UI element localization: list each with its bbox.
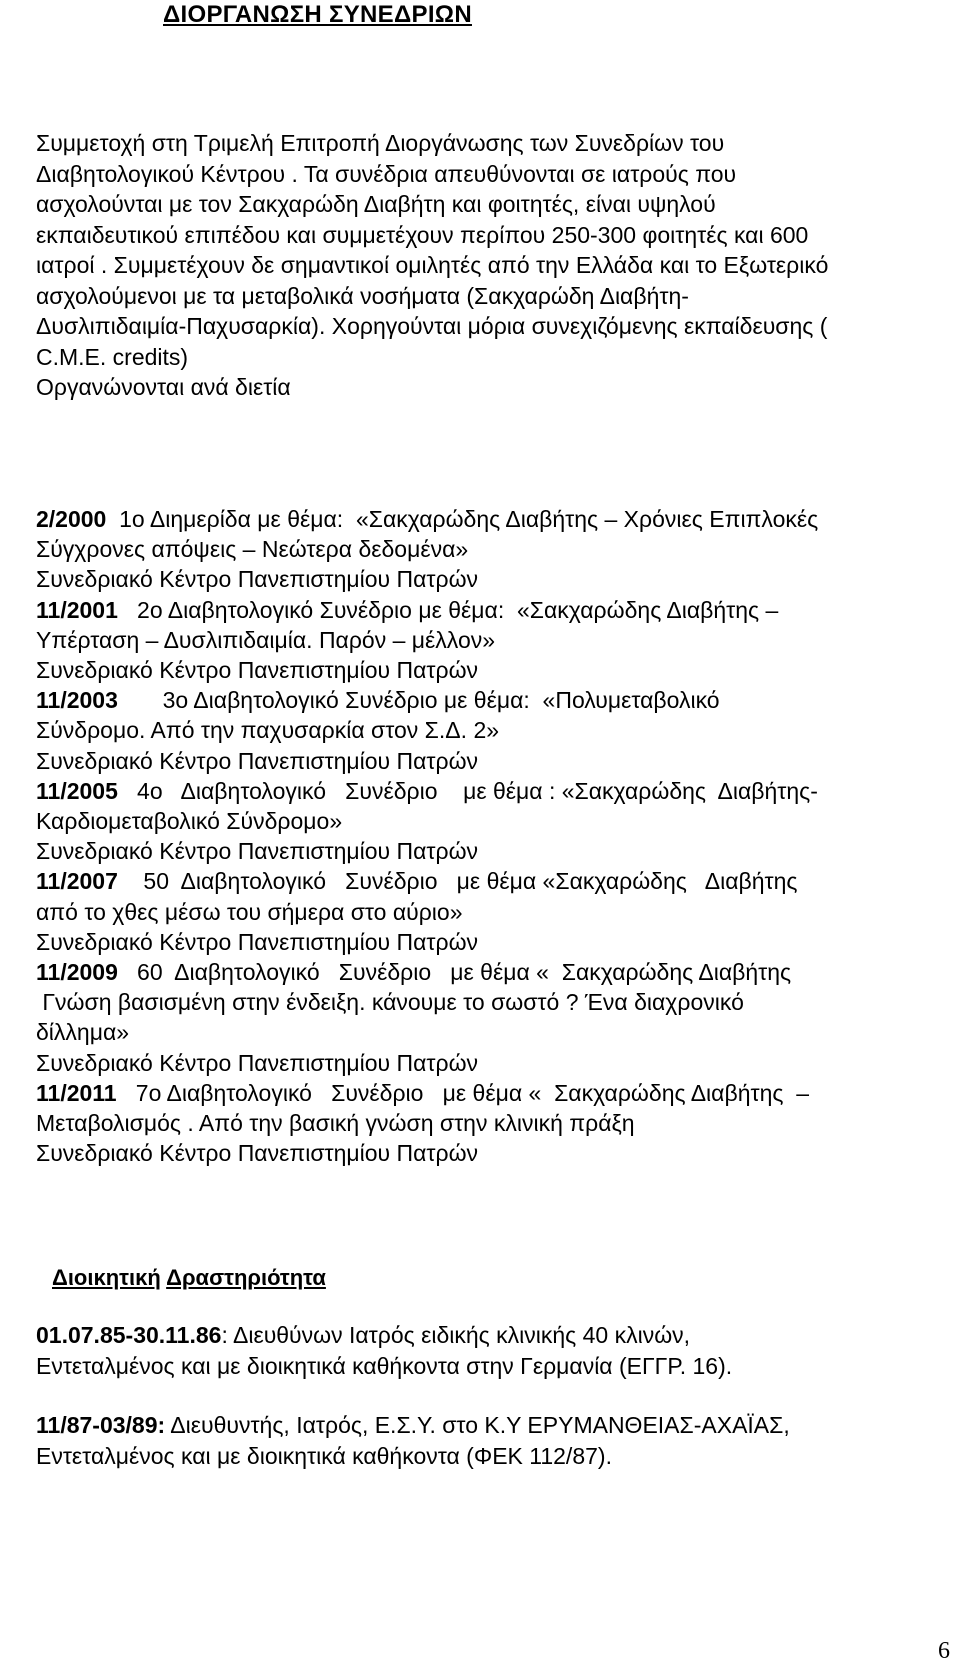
conference-date: 11/2001 <box>36 596 118 623</box>
conference-title: 3ο Διαβητολογικό Συνέδριο με θέμα: «Πολυμεταβολικό <box>117 687 720 714</box>
conference-date: 11/2005 <box>36 777 118 804</box>
intro-line: C.M.E. credits) <box>36 343 189 370</box>
conference-title: 50 Διαβητολογικό Συνέδριο με θέμα «Σακχαρώδης Διαβήτης <box>117 868 798 895</box>
admin-entry-text: : Διευθύνων Ιατρός ειδικής κλινικής 40 κλινών, <box>221 1322 691 1348</box>
admin-entry-text: Διευθυντής, Ιατρός, Ε.Σ.Υ. στο Κ.Υ ΕΡΥΜΑΝΘΕΙΑΣ-ΑΧΑΪΑΣ, <box>165 1412 790 1438</box>
conference-date: 11/2003 <box>36 687 118 714</box>
intro-line: Συμμετοχή στη Τριμελή Επιτροπή Διοργάνωσης των Συνεδρίων του <box>36 130 725 156</box>
admin-heading <box>52 1263 326 1293</box>
intro-line: Δυσλιπιδαιμία-Παχυσαρκία). Χορηγούνται μόρια συνεχιζόμενης εκπαίδευσης ( <box>36 313 828 339</box>
conference-title-cont: Καρδιομεταβολικό Σύνδρομο» <box>36 808 343 835</box>
conference-item <box>36 776 926 867</box>
conference-item <box>36 504 926 595</box>
conference-venue: Συνεδριακό Κέντρο Πανεπιστημίου Πατρών <box>36 657 479 684</box>
admin-entry-date: 01.07.85-30.11.86 <box>36 1322 222 1348</box>
conference-list <box>36 504 926 1168</box>
intro-line: Διαβητολογικού Κέντρου . Τα συνέδρια απευθύνονται σε ιατρούς που <box>36 160 737 187</box>
conference-date: 11/2009 <box>36 959 118 986</box>
admin-entry-text-cont: Εντεταλμένος και με διοικητικά καθήκοντα (ΦΕΚ 112/87). <box>36 1442 612 1469</box>
conference-title-cont: από το χθες μέσω του σήμερα στο αύριο» <box>36 898 463 925</box>
admin-heading-part2: Δραστηριότητα <box>166 1265 326 1290</box>
admin-heading-part1: Διοικητική <box>52 1265 161 1290</box>
conference-venue: Συνεδριακό Κέντρο Πανεπιστημίου Πατρών <box>36 1049 479 1076</box>
conference-title-cont: Σύνδρομο. Από την παχυσαρκία στον Σ.Δ. 2» <box>36 717 500 744</box>
conference-item <box>36 957 926 1078</box>
conference-title: 60 Διαβητολογικό Συνέδριο με θέμα « Σακχαρώδης Διαβήτης <box>117 959 792 986</box>
conference-date: 2/2000 <box>36 506 107 532</box>
intro-line: Οργανώνονται ανά διετία <box>36 374 291 400</box>
admin-entry-date: 11/87-03/89: <box>36 1412 166 1438</box>
conference-item <box>36 595 926 686</box>
conference-title: 4ο Διαβητολογικό Συνέδριο με θέμα : «Σακχαρώδης Διαβήτης- <box>117 777 818 804</box>
conference-item <box>36 685 926 776</box>
conference-title: 2ο Διαβητολογικό Συνέδριο με θέμα: «Σακχαρώδης Διαβήτης – <box>117 596 779 623</box>
intro-line: ασχολούνται με τον Σακχαρώδη Διαβήτη και φοιτητές, είναι υψηλού <box>36 191 716 217</box>
page-number: 6 <box>938 1638 950 1664</box>
section-title: ΔΙΟΡΓΑΝΩΣΗ ΣΥΝΕΔΡΙΩΝ <box>163 1 472 28</box>
conference-title-cont: δίλλημα» <box>36 1019 130 1046</box>
conference-venue: Συνεδριακό Κέντρο Πανεπιστημίου Πατρών <box>36 928 479 955</box>
intro-line: ασχολούμενοι με τα μεταβολικά νοσήματα (Σακχαρώδη Διαβήτη- <box>36 282 689 309</box>
intro-paragraph <box>36 128 926 403</box>
conference-title-cont: Μεταβολισμός . Από την βασική γνώση στην κλινική πράξη <box>36 1110 635 1137</box>
conference-item <box>36 1078 926 1169</box>
conference-date: 11/2011 <box>36 1079 117 1106</box>
conference-title-cont: Υπέρταση – Δυσλιπιδαιμία. Παρόν – μέλλον» <box>36 626 496 653</box>
conference-venue: Συνεδριακό Κέντρο Πανεπιστημίου Πατρών <box>36 1140 479 1167</box>
conference-title-cont: Γνώση βασισμένη στην ένδειξη. κάνουμε το σωστό ? Ένα διαχρονικό <box>36 989 744 1016</box>
intro-line: εκπαιδευτικού επιπέδου και συμμετέχουν περίπου 250-300 φοιτητές και 600 <box>36 221 809 248</box>
admin-entry <box>36 1320 926 1381</box>
admin-entry <box>36 1410 926 1471</box>
conference-title: 1ο Διημερίδα με θέμα: «Σακχαρώδης Διαβήτης – Χρόνιες Επιπλοκές <box>106 506 819 532</box>
conference-venue: Συνεδριακό Κέντρο Πανεπιστημίου Πατρών <box>36 566 479 593</box>
conference-title-cont: Σύγχρονες απόψεις – Νεώτερα δεδομένα» <box>36 536 469 563</box>
conference-date: 11/2007 <box>36 868 118 895</box>
conference-item <box>36 866 926 957</box>
intro-line: ιατροί . Συμμετέχουν δε σημαντικοί ομιλητές από την Ελλάδα και το Εξωτερικό <box>36 252 829 278</box>
conference-title: 7ο Διαβητολογικό Συνέδριο με θέμα « Σακχαρώδης Διαβήτης – <box>116 1079 810 1106</box>
admin-entry-text-cont: Εντεταλμένος και με διοικητικά καθήκοντα στην Γερμανία (ΕΓΓΡ. 16). <box>36 1352 733 1379</box>
conference-venue: Συνεδριακό Κέντρο Πανεπιστημίου Πατρών <box>36 838 479 865</box>
conference-venue: Συνεδριακό Κέντρο Πανεπιστημίου Πατρών <box>36 747 479 774</box>
